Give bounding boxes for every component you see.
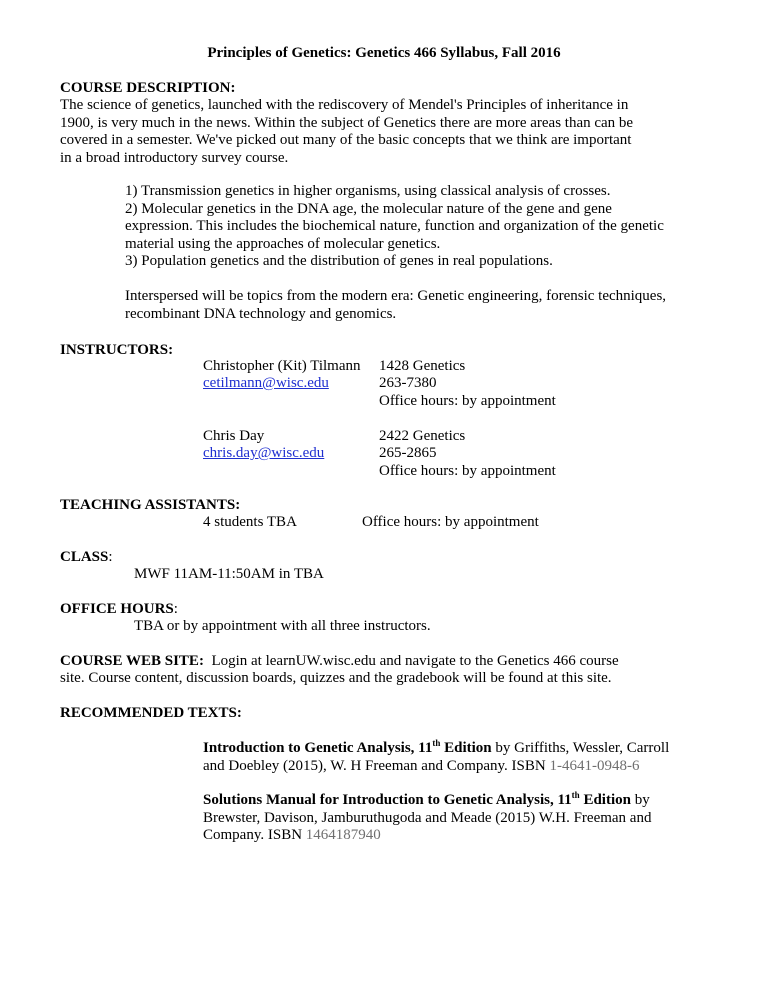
course-description-line: The science of genetics, launched with the rediscovery of Mendel's Principles of inheritance in (60, 97, 629, 113)
office-hours-heading-colon: : (173, 601, 178, 617)
teaching-assistants-hours: Office hours: by appointment (362, 514, 539, 530)
office-hours-detail: TBA or by appointment with all three instructors. (134, 618, 431, 634)
course-description-line: covered in a semester. We've picked out many of the basic concepts that we think are important (60, 132, 632, 148)
topics-list-line: expression. This includes the biochemical nature, function and organization of the genetic (125, 218, 664, 234)
interspersed-topics (125, 288, 725, 323)
book-1-title-text: Introduction to Genetic Analysis, 11 (203, 740, 433, 756)
course-description-body (60, 97, 710, 167)
book-1-title-sup: th (432, 738, 441, 748)
course-web-site-text-1: Login at learnUW.wisc.edu and navigate to the Genetics 466 course (203, 653, 619, 669)
instructor-2-hours: Office hours: by appointment (379, 463, 556, 479)
class-detail: MWF 11AM-11:50AM in TBA (134, 566, 324, 582)
instructor-1-email-link[interactable]: cetilmann@wisc.edu (203, 375, 329, 391)
course-web-site-text-2: site. Course content, discussion boards, quizzes and the gradebook will be found at this site. (60, 670, 612, 686)
book-2-title-sup: th (571, 790, 580, 800)
instructor-2-office: 2422 Genetics (379, 428, 466, 444)
topics-list-line: 1) Transmission genetics in higher organisms, using classical analysis of crosses. (125, 183, 611, 199)
instructor-1-office: 1428 Genetics (379, 358, 466, 374)
course-web-site-line-1 (60, 653, 619, 671)
instructor-1-hours: Office hours: by appointment (379, 393, 556, 409)
instructor-1-name: Christopher (Kit) Tilmann (203, 358, 361, 374)
topics-list-line: 3) Population genetics and the distribution of genes in real populations. (125, 253, 553, 269)
book-1-title-edition: Edition (440, 740, 492, 756)
book-2-line-2: Brewster, Davison, Jamburuthugoda and Meade (2015) W.H. Freeman and (203, 809, 652, 826)
course-description-line: in a broad introductory survey course. (60, 149, 289, 166)
book-1-isbn: 1-4641-0948-6 (549, 757, 640, 774)
book-2-line-1 (203, 792, 693, 810)
instructors-heading: INSTRUCTORS: (60, 342, 174, 358)
book-1-publisher: and Doebley (2015), W. H Freeman and Company. ISBN (203, 757, 550, 774)
teaching-assistants-who: 4 students TBA (203, 514, 297, 530)
book-1-line-2 (203, 758, 693, 776)
instructor-2-phone: 265-2865 (379, 445, 437, 461)
book-2-title-text: Solutions Manual for Introduction to Genetic Analysis, 11 (203, 792, 572, 808)
book-1-line-1 (203, 740, 693, 758)
book-2-by: by (630, 792, 650, 808)
page-title: Principles of Genetics: Genetics 466 Syllabus, Fall 2016 (207, 45, 561, 61)
book-2-line-3 (203, 827, 693, 845)
instructor-2-name: Chris Day (203, 428, 265, 444)
topics-list (125, 183, 725, 271)
class-heading: CLASS (60, 549, 109, 565)
book-2-isbn: 1464187940 (305, 827, 381, 843)
book-2-publisher: Company. ISBN (203, 827, 306, 843)
interspersed-line: recombinant DNA technology and genomics. (125, 305, 397, 322)
course-web-site-heading: COURSE WEB SITE: (60, 653, 204, 669)
interspersed-line: Interspersed will be topics from the modern era: Genetic engineering, forensic techniques, (125, 288, 667, 304)
book-1-entry (203, 740, 693, 775)
topics-list-line: 2) Molecular genetics in the DNA age, the molecular nature of the gene and gene (125, 200, 612, 217)
instructor-1-phone: 263-7380 (379, 375, 437, 391)
teaching-assistants-heading: TEACHING ASSISTANTS: (60, 497, 241, 513)
book-2-title (203, 792, 631, 808)
course-description-heading: COURSE DESCRIPTION: (60, 80, 236, 96)
topics-list-line: material using the approaches of molecular genetics. (125, 235, 441, 252)
class-heading-row (60, 549, 113, 567)
book-2-title-edition: Edition (579, 792, 631, 808)
instructor-2-email-link[interactable]: chris.day@wisc.edu (203, 445, 325, 461)
book-1-title (203, 740, 492, 756)
office-hours-heading-row (60, 601, 178, 619)
recommended-texts-heading: RECOMMENDED TEXTS: (60, 705, 242, 721)
book-1-authors: by Griffiths, Wessler, Carroll (491, 740, 670, 756)
office-hours-heading: OFFICE HOURS (60, 601, 174, 617)
course-description-line: 1900, is very much in the news. Within the subject of Genetics there are more areas than can be (60, 114, 634, 131)
book-2-entry (203, 792, 693, 845)
class-heading-colon: : (108, 549, 113, 565)
